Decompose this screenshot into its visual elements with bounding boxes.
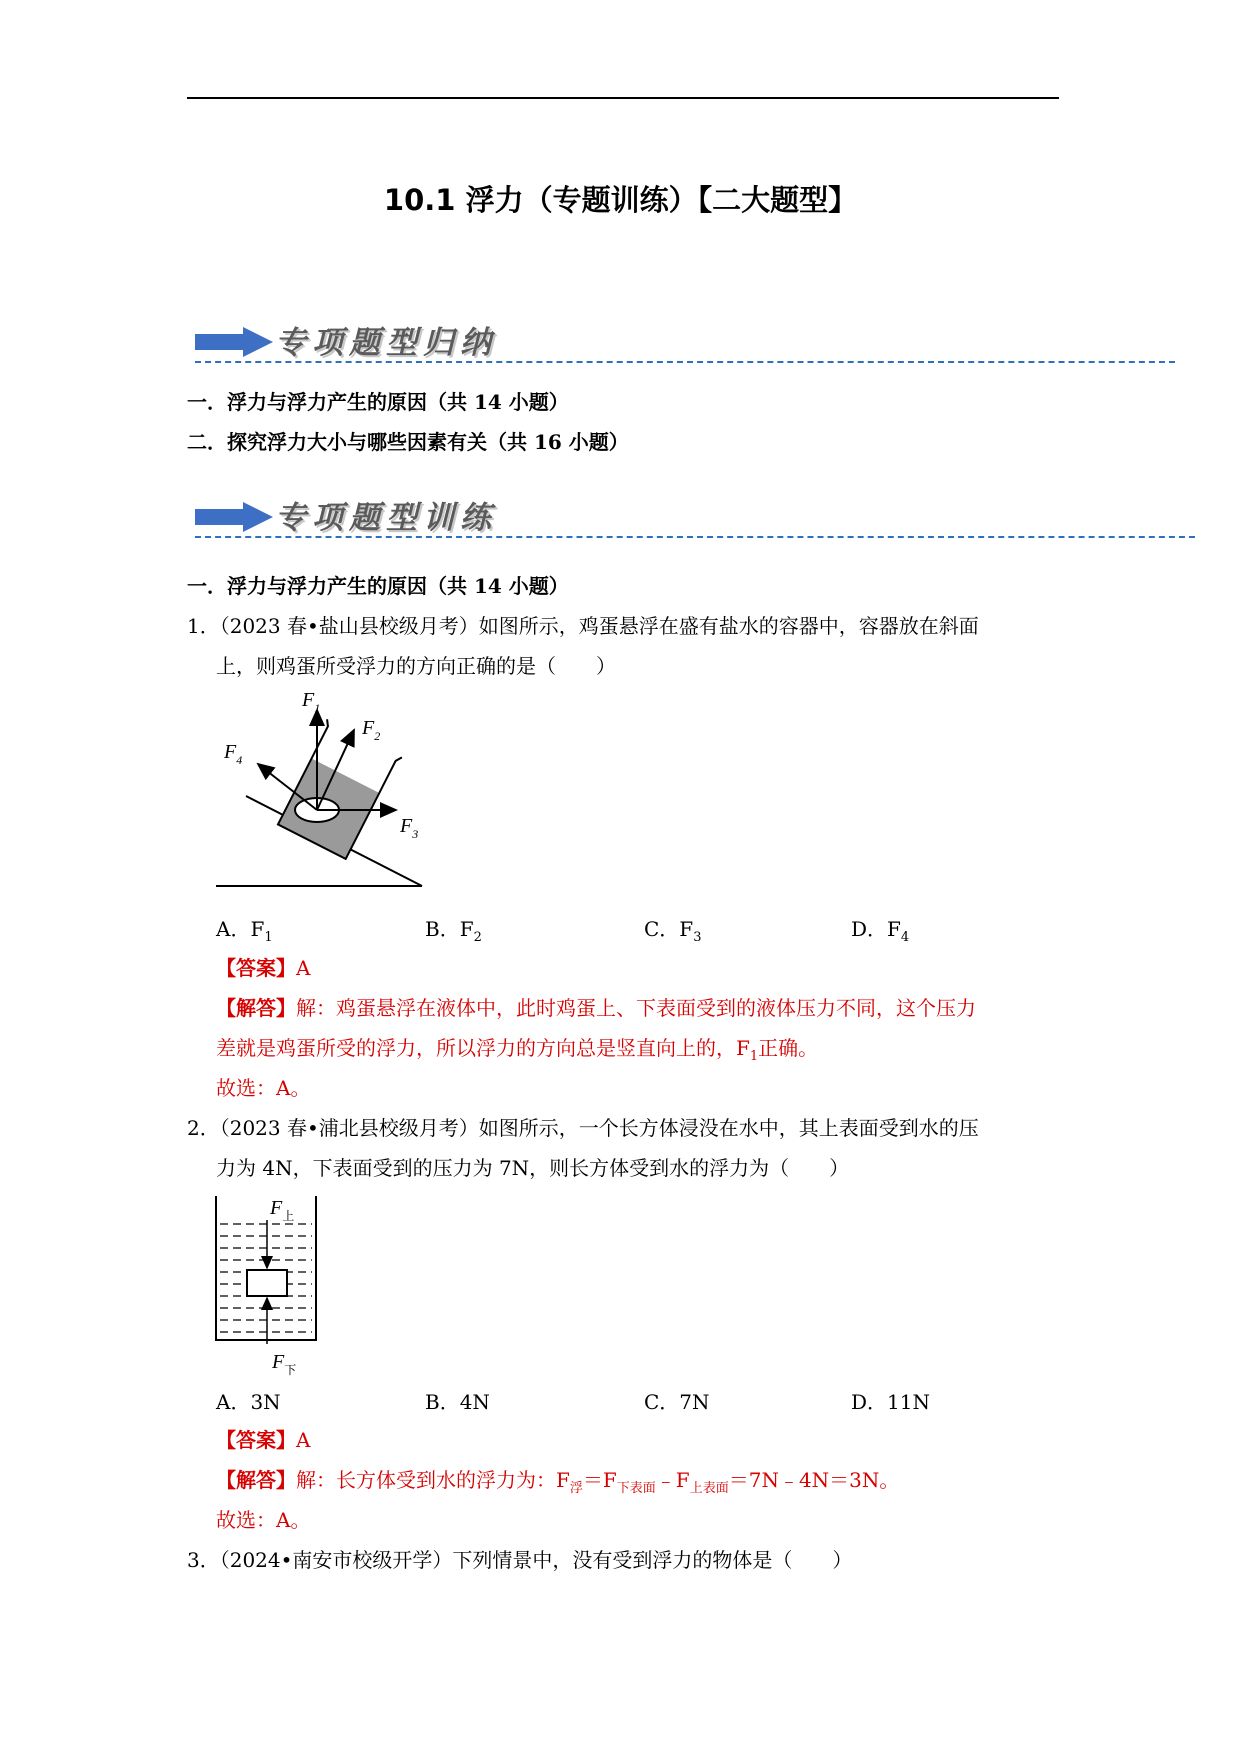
banner-dashed-line xyxy=(195,536,1195,538)
option-d: D．11N xyxy=(851,1390,930,1414)
question-2-line-1: 2．（2023 春•浦北县校级月考）如图所示，一个长方体浸没在水中，其上表面受到水的压 xyxy=(187,1116,979,1140)
answer: 【答案】A xyxy=(216,1428,311,1452)
banner-title: 专项题型归纳 xyxy=(275,325,497,361)
option-a: A．3N xyxy=(216,1390,281,1414)
question-1-figure xyxy=(210,686,450,896)
svg-text:F上: $F_上$ xyxy=(270,1197,295,1223)
final-choice: 故选：A。 xyxy=(216,1076,311,1100)
answer: 【答案】A xyxy=(216,956,311,980)
option-c: C．$F_3$ xyxy=(644,917,702,945)
question-1-line-2: 上，则鸡蛋所受浮力的方向正确的是（ ） xyxy=(216,654,616,678)
svg-text:F3: $F_3$ xyxy=(400,815,419,841)
header-rule xyxy=(187,97,1059,99)
option-d: D．$F_4$ xyxy=(851,917,910,945)
option-c: C．7N xyxy=(644,1390,710,1414)
toc-item-1: 一．浮力与浮力产生的原因（共 14 小题） xyxy=(187,390,569,414)
question-3-line-1: 3．（2024•南安市校级开学）下列情景中，没有受到浮力的物体是（ ） xyxy=(187,1548,853,1572)
svg-text:F下: $F_下$ xyxy=(272,1351,297,1377)
section-banner-summary xyxy=(195,313,1185,373)
toc-item-2: 二．探究浮力大小与哪些因素有关（共 16 小题） xyxy=(187,430,629,454)
question-2-figure xyxy=(210,1188,330,1378)
explanation-line-1: 【解答】解：鸡蛋悬浮在液体中，此时鸡蛋上、下表面受到的液体压力不同，这个压力 xyxy=(216,996,976,1020)
arrow-right-icon xyxy=(195,327,273,357)
option-b: B．4N xyxy=(425,1390,490,1414)
banner-title: 专项题型训练 xyxy=(275,500,497,536)
option-a: A．$F_1$ xyxy=(216,917,273,945)
section-banner-training xyxy=(195,488,1195,548)
banner-dashed-line xyxy=(195,361,1175,363)
arrow-right-icon xyxy=(195,502,273,532)
svg-text:F4: $F_4$ xyxy=(224,741,243,767)
section-heading: 一．浮力与浮力产生的原因（共 14 小题） xyxy=(187,574,569,598)
page-title: 10.1 浮力（专题训练）【二大题型】 xyxy=(383,183,858,217)
explanation-line-1: 【解答】解：长方体受到水的浮力为：$F_浮=F_{下表面}﹣F_{上表面}=7N﹣4N=3N$。 xyxy=(216,1468,900,1496)
explanation-line-2: 差就是鸡蛋所受的浮力，所以浮力的方向总是竖直向上的，$F_1$正确。 xyxy=(216,1036,819,1064)
svg-text:F2: $F_2$ xyxy=(362,717,381,743)
question-2-line-2: 力为 4N，下表面受到的压力为 7N，则长方体受到水的浮力为（ ） xyxy=(216,1156,850,1180)
option-b: B．$F_2$ xyxy=(425,917,482,945)
question-1-line-1: 1．（2023 春•盐山县校级月考）如图所示，鸡蛋悬浮在盛有盐水的容器中，容器放在斜面 xyxy=(187,614,979,638)
final-choice: 故选：A。 xyxy=(216,1508,311,1532)
svg-text:F1: $F_1$ xyxy=(302,689,321,715)
